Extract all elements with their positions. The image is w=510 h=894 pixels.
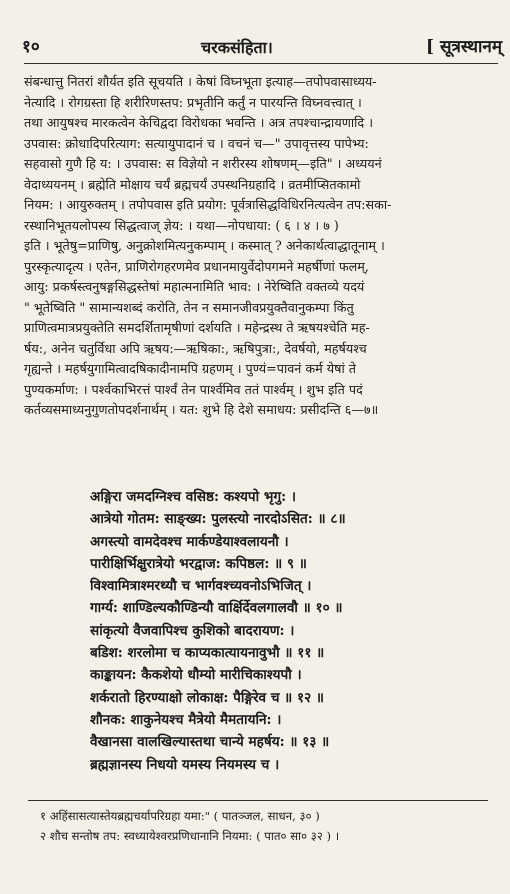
commentary-line: नेत्यादि । रोगग्रस्ता हि शरीरिणस्तप: प्रभृतीनि कर्तुं न पारयन्ति विघ्नवत्त्वात् ।	[24, 94, 362, 110]
commentary-line: संबन्धात्तु नितरां शौर्यत इति सूचयति । केषां विघ्नभूता इत्याह—तपोपवासाध्यय-	[24, 74, 377, 89]
commentary-line: र्षय:, अनेन चतुर्विधा अपि ऋषय:—ऋषिका:, ऋषिपुत्रा:, देवर्षयो, महर्षयश्च	[24, 340, 367, 356]
commentary-line: कर्तव्यसमाध्यनुगुणतोपदर्शनार्थम् । यत: शुभे हि देशे समाधय: प्रसीदन्ति ६—७॥	[24, 402, 379, 417]
footnote-line: २ शौच सन्तोष तप: स्वध्यायेश्वरप्रणिधानानि नियमा: ( पात० सा० ३२ ) ।	[40, 829, 340, 843]
commentary-block	[24, 72, 500, 421]
verse-line: अगस्त्यो वामदेवश्च मार्कण्डेयाश्वलायनौ ।	[90, 533, 289, 550]
commentary-line: पुरस्कृत्यादृत्य । एतेन, प्राणिरोगहरणमेव प्रधानमायुर्वेदोपगमने महर्षीणां फलम्,	[24, 258, 369, 274]
commentary-line: " भूतेष्विति " सामान्यशब्दं करोति, तेन न समानजीवप्रयुक्तैवानुकम्पा किंतु	[24, 299, 354, 315]
section-title: [ सूत्रस्थानम्	[426, 37, 502, 57]
commentary-line: उपवास: क्रोधादिपरित्याग: सत्यायुपादानं च । वचनं च—" उपावृत्तस्य पापेभ्य:	[24, 135, 369, 151]
commentary-line: तथा आयुषश्च मारकत्वेन केचिद्वदा विरोधका भवन्ति । अत्र तपश्चान्द्रायणादि ।	[24, 115, 374, 130]
header-rule	[24, 63, 498, 64]
page-header	[18, 8, 502, 57]
verse-line: अङ्गिरा जमदग्निश्च वसिष्ठ: कश्यपो भृगु: ।	[90, 489, 296, 505]
commentary-line: नियम: । आयुरुक्तम् । तपोपवास इति प्रयोग: पूर्वत्रासिद्धविधिरनित्यत्वेन तप:सका-	[24, 197, 392, 212]
footnote-line: १ अहिंसासत्यास्तेयब्रह्मचर्यापरिग्रहा यमा:" ( पातञ्जल, साधन, ३० )	[40, 809, 320, 823]
verse-line: आत्रेयो गोतम: साङ्ख्य: पुलस्त्यो नारदोऽसित: ॥ ८॥	[90, 511, 346, 528]
footnotes	[40, 806, 500, 846]
verse-line: पारीक्षिर्भिक्षुरात्रेयो भरद्वाज: कपिष्ठल: ॥ ९ ॥	[90, 555, 307, 572]
commentary-line: रस्थानिभूतयलोपस्य सिद्धत्वाज् ज्ञेय: । यथा—नोपधाया: ( ६ । ४ । ७ )	[24, 217, 339, 233]
verse-line: ब्रह्मज्ञानस्य निधयो यमस्य नियमस्य च ।	[90, 756, 280, 773]
commentary-line: इति । भूतेषु=प्राणिषु, अनुक्रोशमित्यनुकम्पाम् । कस्मात् ? अनेकार्थत्वाद्धातूनाम् ।	[24, 238, 385, 253]
verse-line: गार्ग्य: शाण्डिल्यकौण्डिन्यौ वार्क्षिर्देवलगालवौ ॥ १० ॥	[90, 600, 343, 617]
verse-line: विश्वामित्राश्मरथ्यौ च भार्गवश्च्यवनोऽभिजित् ।	[90, 578, 312, 595]
page-number: १०	[22, 37, 40, 57]
commentary-line: पुण्यकर्माण: । पर्श्वकाभिरत्तं पार्श्वं तेन पार्श्वमिव ततं पार्श्वम् । शुभ इति पदं	[24, 381, 363, 397]
verse-line: सांकृत्यो वैजवापिश्च कुशिको बादरायण: ।	[90, 622, 295, 639]
verse-line: बडिश: शरलोमा च काप्यकात्यायनावुभौ ॥ ११ ॥	[90, 645, 325, 662]
verse-line: काङ्कायन: कैकशेयो धौम्यो मारीचिकाश्यपौ ।	[90, 667, 302, 684]
footnote-rule	[28, 800, 488, 801]
running-title: चरकसंहिता।	[201, 38, 273, 57]
commentary-line: सहवासो गुणै हि य: । उपवास: स विज्ञेयो न शरीरस्य शोषणम्—इति" । अध्ययनं	[24, 156, 382, 171]
verse-line: शर्करातो हिरण्याक्षो लोकाक्ष: पैङ्गिरेव च ॥ १२ ॥	[90, 689, 325, 706]
commentary-line: आयु: प्रकर्षस्त्वनुषङ्गसिद्धस्तेषां महात्मनामिति भाव: । नेरेष्विति वक्तव्ये यदयं	[24, 279, 365, 294]
commentary-line: प्राणित्वमात्रप्रयुक्तेति समदर्शितामृषीणां दर्शयति । महेन्द्रस्थ ते ऋषयश्चेति मह-	[24, 320, 370, 335]
verse-line: शौनक: शाकुनेयश्च मैत्रेयो मैमतायनि: ।	[90, 711, 282, 728]
commentary-line: वेदाध्ययनम् । ब्रह्मेति मोक्षाय चर्यं ब्रह्मचर्यं उपस्थनिग्रहादि । व्रतमीप्सितकामो	[24, 176, 361, 192]
verse-line: वैखानसा वालखिल्यास्तथा चान्ये महर्षय: ॥ १३ ॥	[90, 734, 330, 751]
verse-block	[90, 486, 500, 776]
commentary-line: गृह्यन्ते । महर्षयुगामित्वादषिकादीनामपि ग्रहणम् । पुण्यं=पावनं कर्म येषां ते	[24, 361, 356, 376]
